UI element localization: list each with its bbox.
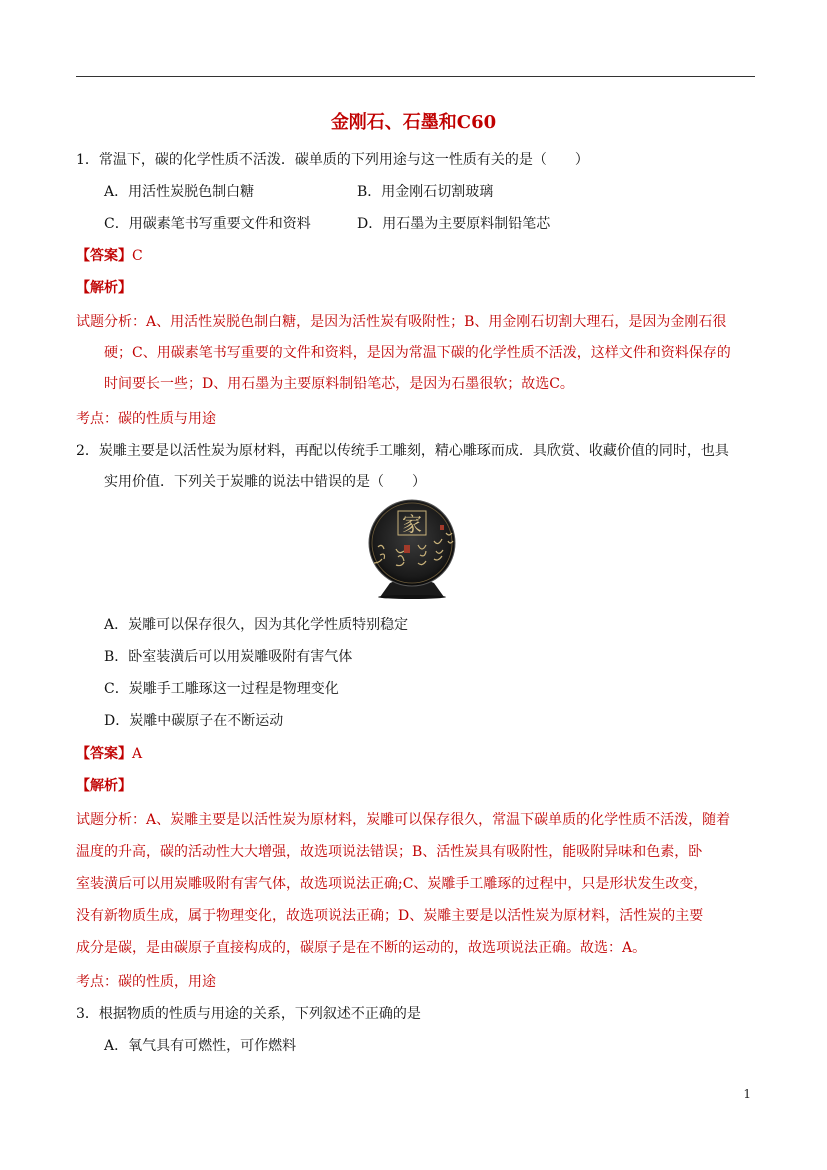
- q2-analysis-label: 【解析】: [76, 778, 132, 794]
- answer-value: A: [132, 746, 143, 762]
- carbon-carving-illustration: [360, 497, 464, 599]
- q2-option-d: D．炭雕中碳原子在不断运动: [104, 713, 284, 729]
- q2-stem-line-2: 实用价值．下列关于炭雕的说法中错误的是（ ）: [104, 474, 426, 490]
- q2-stem-line-1: 2．炭雕主要是以活性炭为原材料，再配以传统手工雕刻，精心雕琢而成．具欣赏、收藏价值的同时，也具: [76, 443, 729, 459]
- q1-analysis-line-2: 硬；C、用碳素笔书写重要的文件和资料，是因为常温下碳的化学性质不活泼，这样文件和资料保存的: [104, 345, 731, 361]
- q1-answer: [76, 246, 143, 266]
- q3-stem: 3．根据物质的性质与用途的关系，下列叙述不正确的是: [76, 1006, 421, 1022]
- answer-label: 【答案】: [76, 746, 132, 762]
- carbon-carving-image: [360, 497, 464, 599]
- image-character: 家: [402, 512, 422, 536]
- page-title: 金刚石、石墨和C60: [330, 112, 497, 133]
- answer-label: 【答案】: [76, 248, 132, 264]
- q2-analysis-line-3: 室装潢后可以用炭雕吸附有害气体，故选项说法正确;C、炭雕手工雕琢的过程中，只是形状发生改变，: [76, 876, 708, 892]
- q1-analysis-line-3: 时间要长一些；D、用石墨为主要原料制铅笔芯，是因为石墨很软；故选C。: [104, 376, 574, 392]
- q2-analysis-line-4: 没有新物质生成，属于物理变化，故选项说法正确；D、炭雕主要是以活性炭为原材料，活性炭的主要: [76, 908, 704, 924]
- q1-stem: 1．常温下，碳的化学性质不活泼．碳单质的下列用途与这一性质有关的是（ ）: [76, 152, 589, 168]
- q2-option-a: A．炭雕可以保存很久，因为其化学性质特别稳定: [104, 617, 409, 633]
- q3-option-a: A．氧气具有可燃性，可作燃料: [104, 1038, 297, 1054]
- q2-analysis-line-2: 温度的升高，碳的活动性大大增强，故选项说法错误；B、活性炭具有吸附性，能吸附异味和色素，卧: [76, 844, 703, 860]
- q2-answer: [76, 744, 142, 764]
- q2-kaodian: 考点：碳的性质，用途: [76, 974, 216, 990]
- header-rule: [76, 76, 755, 77]
- answer-value: C: [132, 248, 143, 264]
- q1-option-d: D．用石墨为主要原料制铅笔芯: [357, 216, 551, 232]
- q1-analysis-line-1: 试题分析：A、用活性炭脱色制白糖，是因为活性炭有吸附性；B、用金刚石切割大理石，是因为金刚石很: [76, 314, 727, 330]
- q1-option-a: A．用活性炭脱色制白糖: [104, 184, 255, 200]
- q1-analysis-label: 【解析】: [76, 280, 132, 296]
- q1-option-b: B．用金刚石切割玻璃: [357, 184, 494, 200]
- page-number: 1: [743, 1087, 751, 1101]
- q1-kaodian: 考点：碳的性质与用途: [76, 411, 216, 427]
- q2-analysis-line-1: 试题分析：A、炭雕主要是以活性炭为原材料，炭雕可以保存很久，常温下碳单质的化学性质不活泼，随着: [76, 812, 731, 828]
- q2-analysis-line-5: 成分是碳，是由碳原子直接构成的，碳原子是在不断的运动的，故选项说法正确。故选：A。: [76, 940, 647, 956]
- q2-option-b: B．卧室装潢后可以用炭雕吸附有害气体: [104, 649, 353, 665]
- q1-option-c: C．用碳素笔书写重要文件和资料: [104, 216, 311, 232]
- q2-option-c: C．炭雕手工雕琢这一过程是物理变化: [104, 681, 339, 697]
